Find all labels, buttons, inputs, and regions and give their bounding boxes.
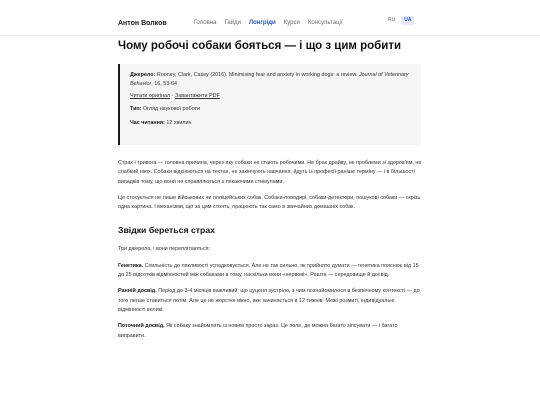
item-text: Період до 3-4 місяців важливий: що цуценя зустріло, з чим познайомилося в безпечному контексті — до того легше ставиться потім. Але це не жорстке вікно, яке зачиняється в 12 тижнів. Межі розмиті, індивідуальні відмінності великі. (118, 288, 420, 313)
main-nav (194, 20, 343, 26)
language-switcher (385, 16, 414, 25)
source-links (130, 92, 411, 101)
nav-item-home[interactable]: Головна (193, 20, 217, 26)
section-intro: Три джерела, і вони переплітаються: (118, 246, 211, 253)
lang-ua-button[interactable]: UA (401, 16, 414, 25)
fear-source-item (118, 287, 423, 315)
source-card (118, 64, 421, 145)
links-separator: · (170, 93, 175, 99)
source-tail: , 16, 53-64 (151, 81, 178, 87)
source-text: Rooney, Clark, Casey (2016). Minimising fear and anxiety in working dogs: a review. (155, 72, 359, 78)
fear-source-item (118, 322, 423, 341)
item-term: Поточний досвід. (118, 323, 165, 330)
section-heading: Звідки береться страх (118, 225, 216, 236)
time-value: 12 хвилин (164, 120, 192, 126)
type-value: Огляд наукової роботи (141, 106, 200, 112)
lang-ru-button[interactable]: RU (388, 17, 396, 23)
source-journal: Journal of Veterinary Behavior (130, 72, 409, 87)
intro-paragraph: Це стосується не лише військових чи поліцейських собак. Собаки-поводирі, собаки-детектори, пошукові собаки — скрізь одна картина. І механізми, що за цим стоять, працюють так само в звичайних домашніх собак. (118, 194, 421, 211)
item-text: Як собаку знайомлять із новим просто зараз. Це поле, де можна багато зіпсувати — і багато виправити. (118, 323, 398, 339)
page-title: Чому робочі собаки бояться — і що з цим робити (118, 40, 402, 52)
read-original-link[interactable]: Читати оригінал (130, 93, 171, 99)
type-label: Тип: (130, 106, 142, 112)
article-body (118, 159, 423, 348)
reading-time (130, 119, 411, 128)
site-header (118, 13, 418, 33)
header-divider (0, 35, 540, 36)
nav-item-longreads[interactable]: Лонгріди (248, 20, 276, 26)
article-type (130, 105, 411, 114)
nav-item-guides[interactable]: Гайди (224, 20, 241, 26)
fear-source-item (118, 262, 423, 281)
site-brand[interactable]: Антон Волков (118, 19, 167, 27)
item-term: Ранній досвід. (118, 288, 157, 295)
intro-paragraph: Страх і тривога — головна причина, через яку собаки не стають робочими. Не брак драйву, не проблеми зі здоров'ям, не слабкий ніюх. Собаки відсіюються на тестах, не закінчують навчання, йдуть із професії раніше терміну — і в більшості випадків тому, що вони не справляються з лякаючими стимулами. (118, 160, 422, 185)
download-pdf-link[interactable]: Завантажити PDF (174, 93, 220, 99)
time-label: Час читання: (130, 120, 165, 126)
source-citation (130, 71, 411, 89)
source-label: Джерело: (130, 72, 156, 78)
item-text: Схильність до лякливості успадковується. Але не так сильно, як прийнято думати — генетика пояснює від 15 до 25 відсотків відмінностей між собаками в тому, наскільки вони «нервові». Решта — середовище й досвід. (118, 262, 419, 279)
item-term: Генетика. (118, 262, 144, 269)
nav-item-consultations[interactable]: Консультації (307, 20, 343, 26)
nav-item-courses[interactable]: Курси (283, 20, 300, 26)
